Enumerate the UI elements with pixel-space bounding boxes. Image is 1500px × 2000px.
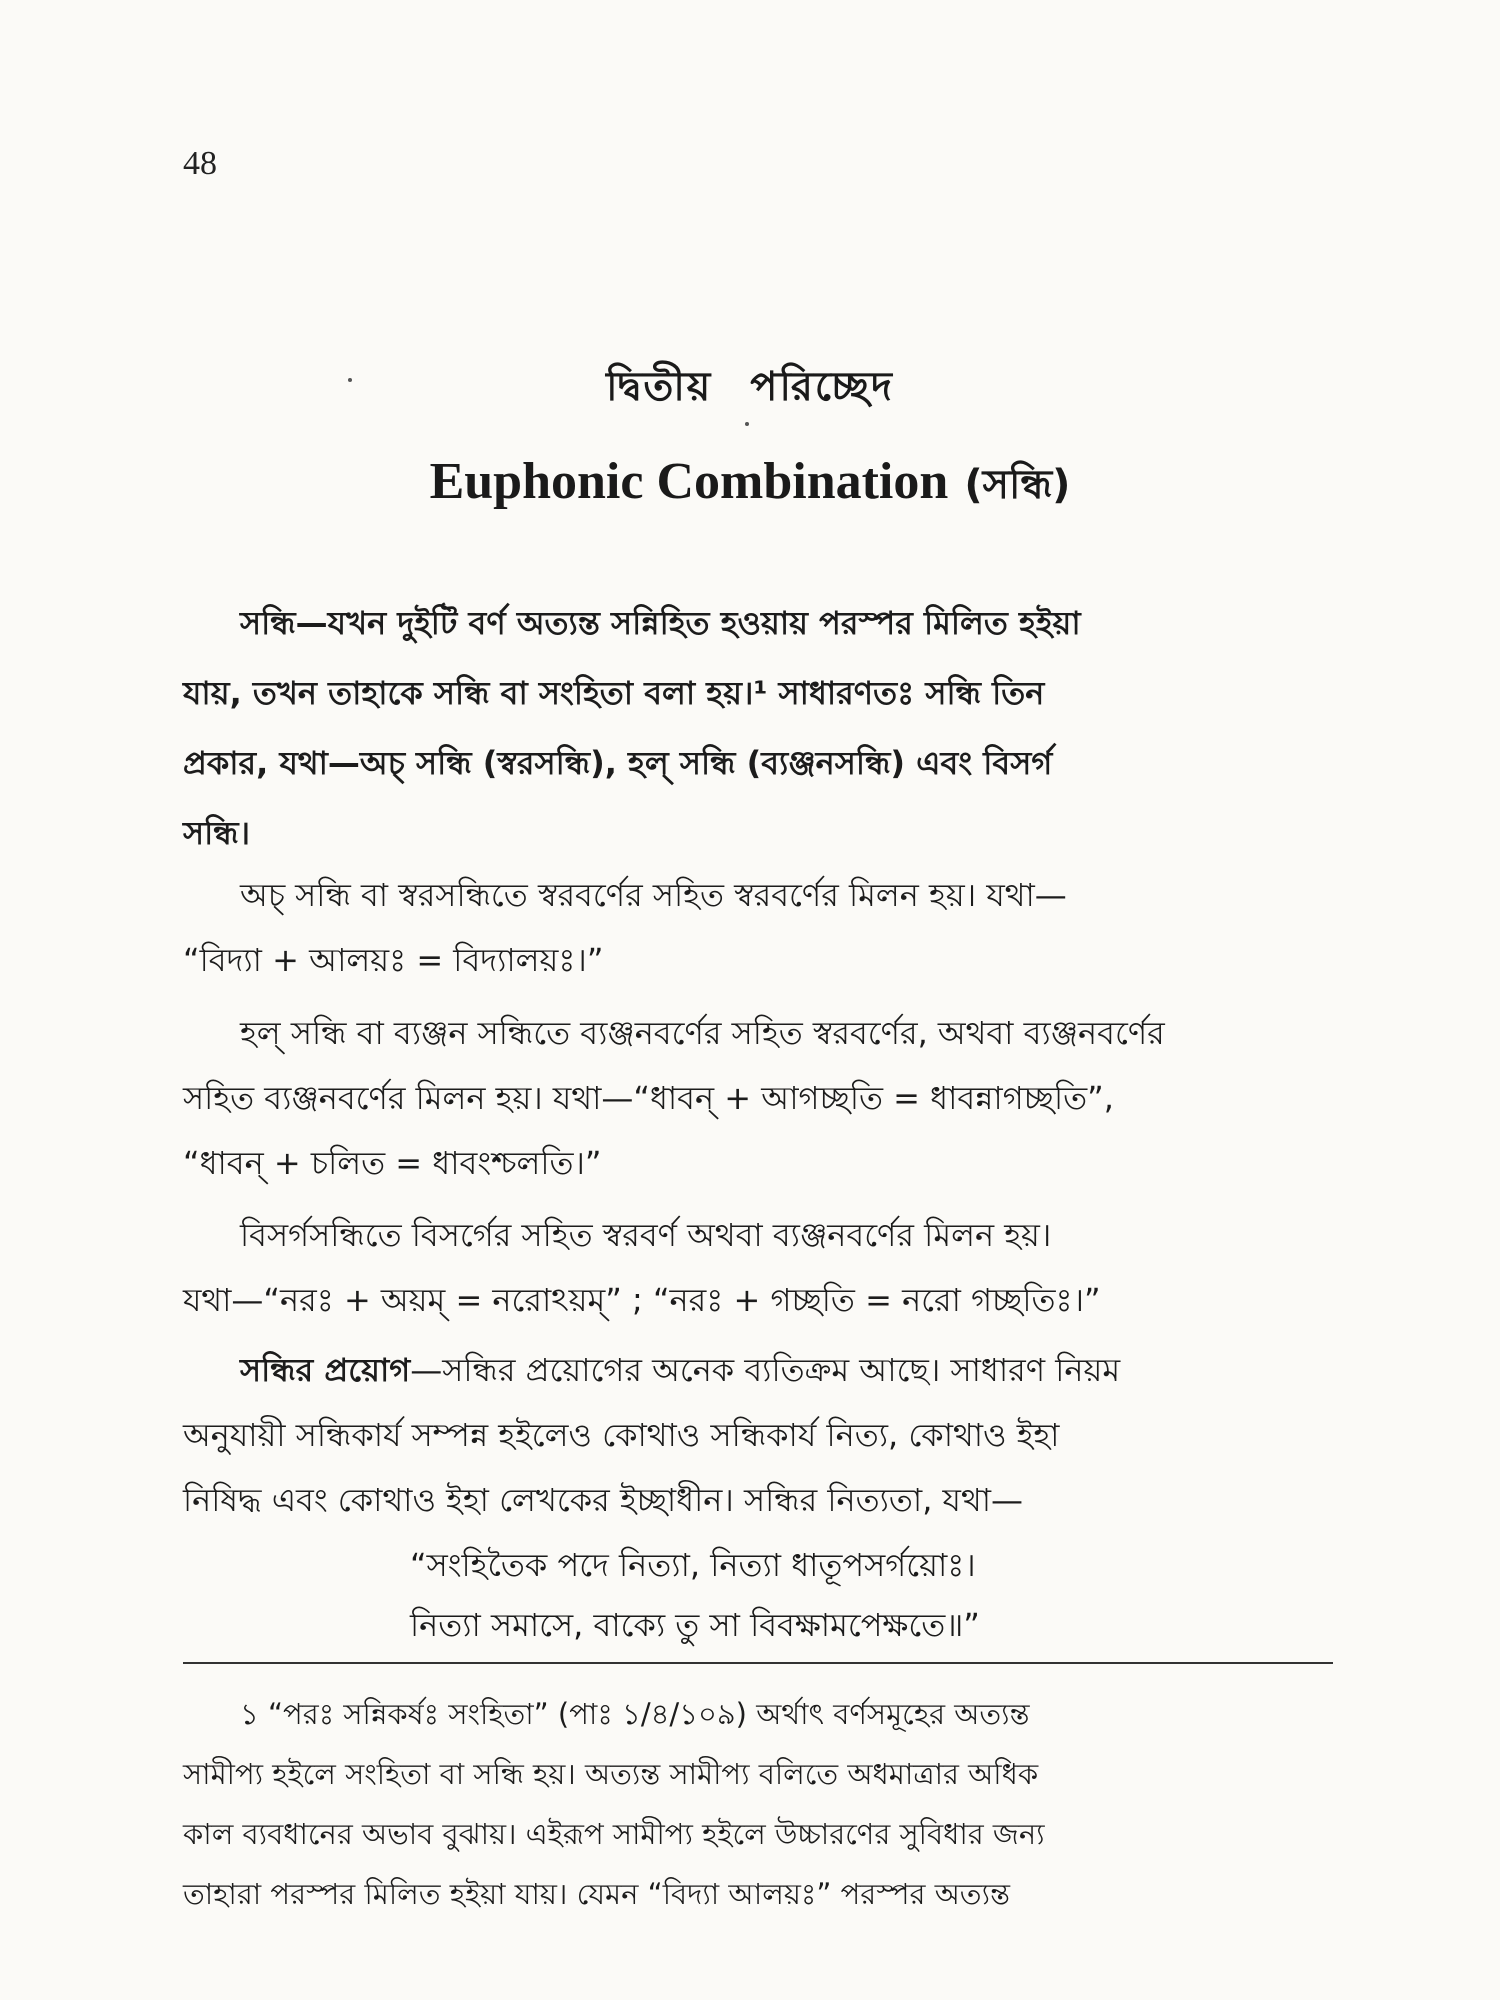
section-heading-english: Euphonic Combination: [429, 453, 949, 510]
paragraph4-line: বিসর্গসন্ধিতে বিসর্গের সহিত স্বরবর্ণ অথবা ব্যঞ্জনবর্ণের মিলন হয়।: [240, 1216, 1052, 1254]
page-number: 48: [183, 145, 217, 182]
footnote-line: কাল ব্যবধানের অভাব বুঝায়। এইরূপ সামীপ্য হইলে উচ্চারণের সুবিধার জন্য: [183, 1817, 1045, 1851]
paragraph5-lead: সন্ধির প্রয়োগ: [240, 1351, 411, 1389]
paragraph3-line: “ধাবন্ + চলিত = ধাবংশ্চলতি।”: [183, 1144, 602, 1182]
paragraph1-line: সন্ধি—যখন দুইটি বর্ণ অত্যন্ত সন্নিহিত হওয়ায় পরস্পর মিলিত হইয়া: [240, 604, 1081, 642]
section-heading: [0, 452, 1500, 520]
footnote-line: সামীপ্য হইলে সংহিতা বা সন্ধি হয়। অত্যন্ত সামীপ্য বলিতে অধমাত্রার অধিক: [183, 1757, 1039, 1791]
print-speck: [745, 422, 749, 426]
footnote-divider: [183, 1662, 1333, 1664]
verse-line: “সংহিতৈক পদে নিত্যা, নিত্যা ধাতূপসর্গয়োঃ।: [410, 1546, 976, 1584]
paragraph2-line: অচ্ সন্ধি বা স্বরসন্ধিতে স্বরবর্ণের সহিত স্বরবর্ণের মিলন হয়। যথা—: [240, 876, 1067, 914]
chapter-title: দ্বিতীয় পরিচ্ছেদ: [606, 364, 894, 410]
paragraph3-line: হল্ সন্ধি বা ব্যঞ্জন সন্ধিতে ব্যঞ্জনবর্ণের সহিত স্বরবর্ণের, অথবা ব্যঞ্জনবর্ণের: [240, 1014, 1165, 1052]
paragraph5-line: অনুযায়ী সন্ধিকার্য সম্পন্ন হইলেও কোথাও সন্ধিকার্য নিত্য, কোথাও ইহা: [183, 1416, 1060, 1454]
paragraph3-line: সহিত ব্যঞ্জনবর্ণের মিলন হয়। যথা—“ধাবন্ + আগচ্ছতি = ধাবন্নাগচ্ছতি”,: [183, 1079, 1114, 1117]
paragraph5-first-rest: —সন্ধির প্রয়োগের অনেক ব্যতিক্রম আছে। সাধারণ নিয়ম: [410, 1351, 1121, 1389]
footnote-line: ১ “পরঃ সন্নিকর্ষঃ সংহিতা” (পাঃ ১/৪/১০৯) অর্থাৎ বর্ণসমূহের অত্যন্ত: [240, 1697, 1030, 1731]
paragraph4-line: যথা—“নরঃ + অয়ম্ = নরোঽয়ম্” ; “নরঃ + গচ্ছতি = নরো গচ্ছতিঃ।”: [183, 1281, 1101, 1319]
section-heading-bengali: (সন্ধি): [964, 462, 1071, 508]
paragraph5-line: [240, 1345, 1120, 1399]
footnote-line: তাহারা পরস্পর মিলিত হইয়া যায়। যেমন “বিদ্যা আলয়ঃ” পরস্পর অত্যন্ত: [183, 1877, 1010, 1911]
paragraph2-line: “বিদ্যা + আলয়ঃ = বিদ্যালয়ঃ।”: [183, 941, 604, 979]
verse-line: নিত্যা সমাসে, বাক্যে তু সা বিবক্ষামপেক্ষতে॥”: [410, 1606, 980, 1644]
paragraph5-line: নিষিদ্ধ এবং কোথাও ইহা লেখকের ইচ্ছাধীন। সন্ধির নিত্যতা, যথা—: [183, 1481, 1023, 1519]
paragraph1-line: সন্ধি।: [183, 814, 251, 852]
paragraph1-line: প্রকার, যথা—অচ্ সন্ধি (স্বরসন্ধি), হল্ সন্ধি (ব্যঞ্জনসন্ধি) এবং বিসর্গ: [183, 744, 1053, 782]
paragraph1-line: যায়, তখন তাহাকে সন্ধি বা সংহিতা বলা হয়।¹ সাধারণতঃ সন্ধি তিন: [183, 674, 1045, 712]
